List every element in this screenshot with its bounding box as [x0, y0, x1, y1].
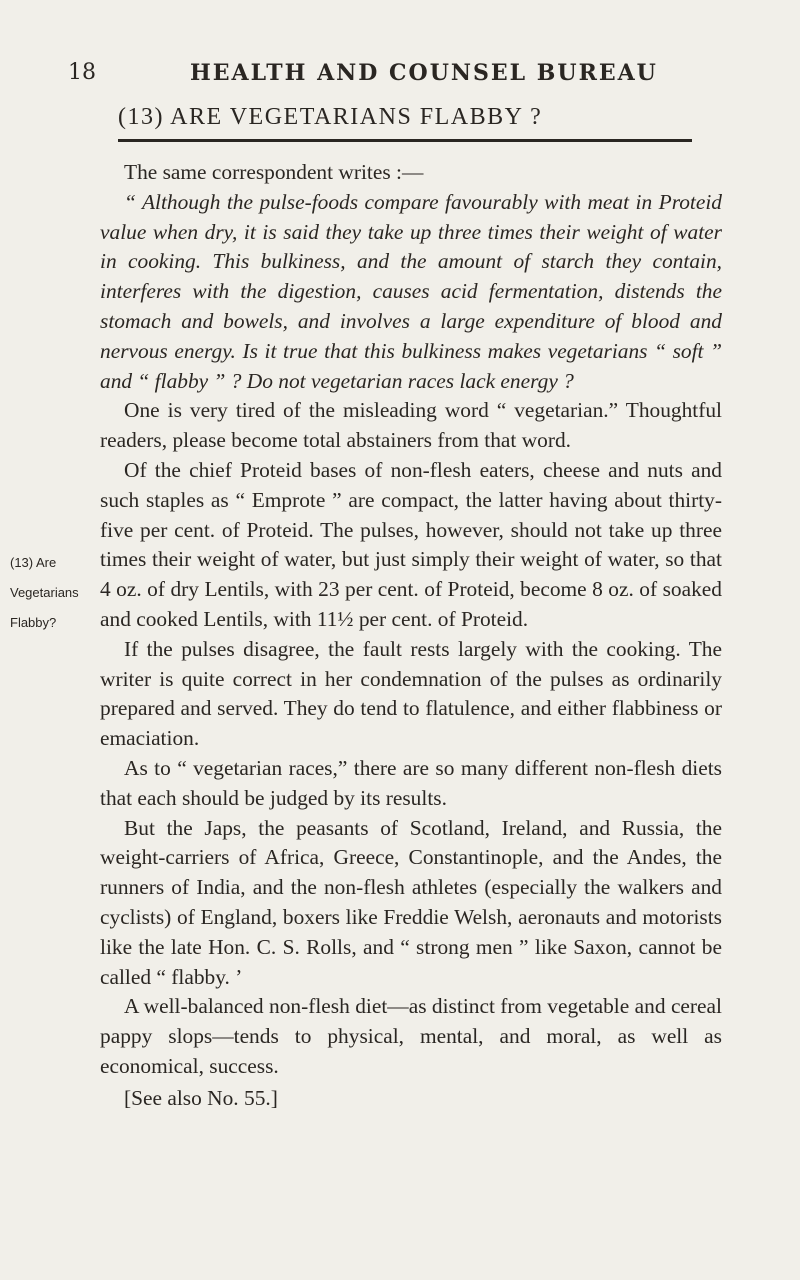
see-also-reference: [See also No. 55.]	[124, 1085, 278, 1110]
paragraph: As to “ vegetarian races,” there are so many different non-flesh diets that each should be judged by its results.	[100, 755, 722, 810]
intro-line: The same correspondent writes :—	[124, 160, 424, 184]
paragraph: If the pulses disagree, the fault rests largely with the cooking. The writer is quite correct in her condemnation of the pulses as ordinarily prepared and served. They do tend to flatulence, and either flabbiness or emaciation.	[100, 636, 722, 751]
paragraph: A well-balanced non-flesh diet—as distinct from vegetable and cereal pappy slops—tends to physical, mental, and moral, as well as economical, success.	[100, 994, 722, 1078]
paragraph: One is very tired of the misleading word “ vegetarian.” Thoughtful readers, please become total abstainers from that word.	[100, 398, 722, 453]
page-header	[60, 60, 750, 94]
article-title: (13) ARE VEGETARIANS FLABBY ?	[118, 104, 543, 130]
running-head: HEALTH AND COUNSEL BUREAU	[190, 60, 658, 86]
paragraph: But the Japs, the peasants of Scotland, Ireland, and Russia, the weight-carriers of Africa, Greece, Constantinople, and the Andes, the runners of India, and the non-flesh athletes (especially the walkers and cyclists) of England, boxers like Freddie Welsh, aeronauts and motorists like the late Hon. C. S. Rolls, and “ strong men ” like Saxon, cannot be called “ flabby. ’	[100, 815, 722, 989]
title-underline	[118, 139, 692, 142]
article-body	[100, 158, 722, 1114]
page-number: 18	[68, 60, 96, 85]
correspondent-quote: “ Although the pulse-foods compare favourably with meat in Proteid value when dry, it is said they take up three times their weight of water in cooking. This bulkiness, and the amount of starch they contain, interferes with the digestion, causes acid fermentation, distends the stomach and bowels, and involves a large expenditure of blood and nervous energy. Is it true that this bulkiness makes vegetarians “ soft ” and “ flabby ” ? Do not vegetarian races lack energy ?	[100, 189, 722, 393]
paragraph: Of the chief Proteid bases of non-flesh eaters, cheese and nuts and such staples as “ Emprote ” are compact, the latter having about thirty-five per cent. of Proteid. The pulses, however, should not take up three times their weight of water, but just simply their weight of water, so that 4 oz. of dry Lentils, with 23 per cent. of Proteid, become 8 oz. of soaked and cooked Lentils, with 11½ per cent. of Proteid.	[100, 457, 722, 631]
margin-note: (13) Are Vegetarians Flabby?	[10, 555, 79, 630]
